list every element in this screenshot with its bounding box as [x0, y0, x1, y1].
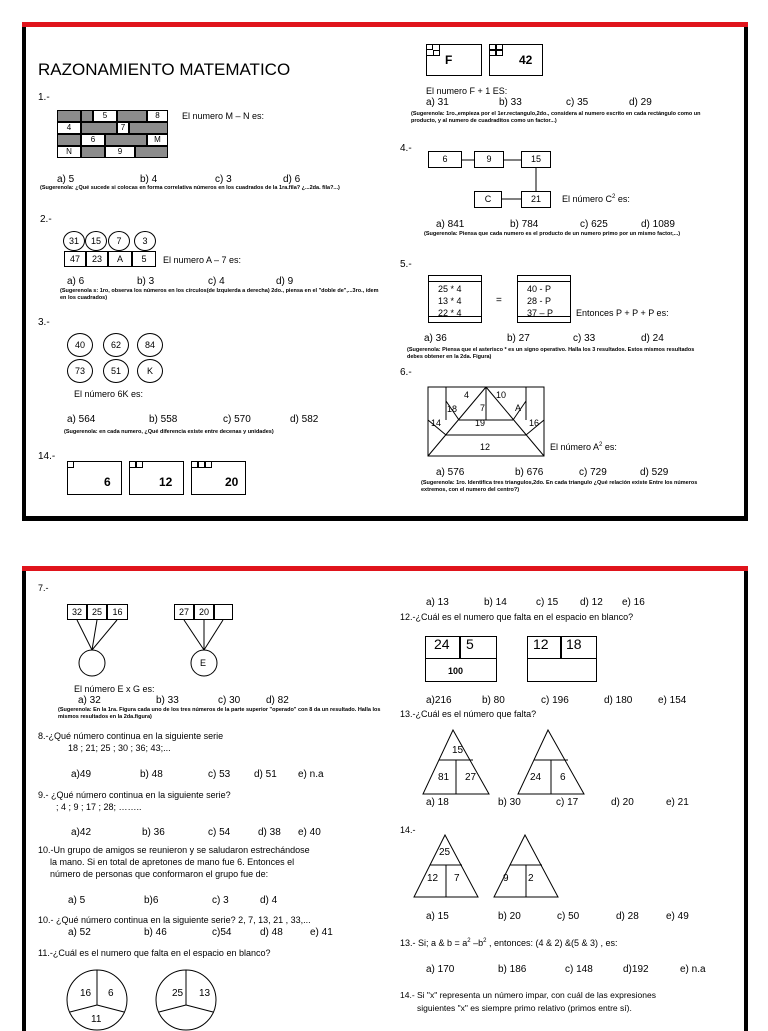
q3-prompt: El número 6K es:	[74, 389, 144, 399]
option[interactable]: d) 180	[604, 695, 633, 706]
option[interactable]: b) 80	[482, 695, 505, 706]
option[interactable]: b) 20	[498, 911, 521, 922]
option[interactable]: a) 841	[436, 219, 465, 230]
option[interactable]: d)192	[623, 964, 649, 975]
option[interactable]: b) 784	[510, 219, 539, 230]
q10b-text: 10.- ¿Qué número continua en la siguiente serie? 2, 7, 13, 21 , 33,...	[38, 915, 311, 925]
option[interactable]: d) 6	[283, 174, 301, 185]
q3-circle: K	[137, 359, 163, 383]
option[interactable]: d) 529	[640, 467, 669, 478]
q3-circle: 84	[137, 333, 163, 357]
option[interactable]: b) 4	[140, 174, 158, 185]
option[interactable]: b) 14	[484, 597, 507, 608]
q1-cell: 8	[147, 110, 168, 122]
q5-right-item: 28 - P	[527, 296, 552, 306]
q14-value: 20	[225, 475, 239, 489]
option[interactable]: a)49	[71, 769, 92, 780]
option[interactable]: a) 32	[78, 695, 101, 706]
q12-text: 12.-¿Cuál es el numero que falta en el espacio en blanco?	[400, 612, 634, 622]
q2-number: 2.-	[40, 214, 52, 225]
q4-box: C	[474, 191, 502, 208]
option[interactable]: a) 15	[426, 911, 449, 922]
option[interactable]: b) 558	[149, 414, 178, 425]
option[interactable]: b) 186	[498, 964, 527, 975]
option[interactable]: a) 6	[67, 276, 85, 287]
option[interactable]: e) 41	[310, 927, 333, 938]
q2-circle: 31	[63, 231, 85, 251]
option[interactable]: d) 82	[266, 695, 289, 706]
q7-left-cell: 16	[107, 604, 128, 620]
q14-number: 14.-	[38, 451, 56, 462]
q9-series: ; 4 ; 9 ; 17 ; 28; ……..	[56, 802, 142, 812]
q4-box: 21	[521, 191, 551, 208]
qf-value-42: 42	[519, 53, 533, 67]
q13-value: 81	[438, 772, 450, 783]
q6-hint: (Sugerenola: 1ro. Identifica tres triangulos,2do. En cada triangulo ¿Qué relación existe Entre los números extremos, con el numero del centro?)	[421, 480, 698, 493]
option[interactable]: a) 564	[67, 414, 96, 425]
option[interactable]: c) 3	[215, 174, 232, 185]
q13-value: 6	[560, 772, 566, 783]
q11-value: 16	[80, 988, 92, 999]
q14-value: 7	[454, 873, 460, 884]
q4-box: 9	[474, 151, 504, 168]
option[interactable]: e) 154	[658, 695, 687, 706]
q2-box: 23	[86, 251, 108, 267]
q5-hint: (Sugerenola: Piensa que el asterisco * es un signo operativo. Halla los 3 resultados. Estos mismos resultados debes obtener en la 2da. Figura)	[407, 347, 695, 360]
option[interactable]: d) 4	[260, 895, 278, 906]
q5-left-item: 22 * 4	[438, 308, 462, 318]
q11-value: 25	[172, 988, 184, 999]
option[interactable]: e) 21	[666, 797, 689, 808]
option[interactable]: c) 570	[223, 414, 251, 425]
option[interactable]: e) 16	[622, 597, 645, 608]
q2-box: 47	[64, 251, 86, 267]
option[interactable]: c) 35	[566, 97, 589, 108]
q2-circle: 15	[85, 231, 107, 251]
q12-value: 24	[434, 636, 450, 652]
qf-value-f: F	[445, 53, 453, 67]
q7-hint: (Sugerenola: En la 1ra. Figura cada uno de los tres números de la parte superior "operado" con 8 da un resultado. Halla los mismos resultados en la 2da.figura)	[58, 707, 381, 720]
q14-value: 6	[104, 475, 111, 489]
q11-text: 11.-¿Cuál es el numero que falta en el espacio en blanco?	[38, 948, 271, 958]
option[interactable]: a) 31	[426, 97, 449, 108]
q14-value: 2	[528, 873, 534, 884]
option[interactable]: d) 48	[260, 927, 283, 938]
q8-text: 8.-¿Qué número continua en la siguiente serie	[38, 731, 224, 741]
q6-prompt: El número $A^2$ es:	[550, 442, 617, 452]
option[interactable]: d) 28	[616, 911, 639, 922]
option[interactable]: c) 729	[579, 467, 607, 478]
q5-equals: =	[496, 295, 502, 306]
option[interactable]: a) 36	[424, 333, 447, 344]
option[interactable]: b) 30	[498, 797, 521, 808]
q8-series: 18 ; 21; 25 ; 30 ; 36; 43;...	[68, 743, 171, 753]
q2-hint: (Sugerenola s: 1ro, observa los números en los círculos(de Izquierda a derecha) 2do., piensa en el "doble de",...3ro., ídem en los cuadrados)	[60, 288, 379, 301]
option[interactable]: c) 54	[208, 827, 231, 838]
q1-cell: 7	[117, 122, 129, 134]
q4-box: 15	[521, 151, 551, 168]
q7-number: 7.-	[38, 583, 49, 593]
q3-circle: 73	[67, 359, 93, 383]
option[interactable]: c) 33	[573, 333, 596, 344]
option[interactable]: c) 17	[556, 797, 579, 808]
q14-value: 9	[503, 873, 509, 884]
q6-label: 19	[475, 418, 486, 428]
q3-hint: (Sugerenola: en cada numero, ¿Qué diferencia existe entre decenas y unidades)	[64, 429, 274, 435]
q12-value: 100	[448, 666, 464, 676]
option[interactable]: d) 51	[254, 769, 277, 780]
q6-label: A	[515, 403, 522, 413]
q11-value: 6	[108, 988, 114, 999]
option[interactable]: d) 20	[611, 797, 634, 808]
q4-hint: (Sugerenola: Piensa que cada numero es el producto de un numero primo por un mismo factor,...)	[424, 231, 681, 237]
option[interactable]: c) 625	[580, 219, 608, 230]
q14b-line: siguientes "x" es siempre primo relativo (primos entre sí).	[417, 1003, 632, 1013]
q1-cell: 6	[81, 134, 105, 146]
q13b-text: 13.- Si; a & $b = a^2$ $-b^2$ , entonces: (4 & 2) &(5 & 3) , es:	[400, 938, 618, 948]
option[interactable]: e) 40	[298, 827, 321, 838]
q12-value: 5	[466, 636, 474, 652]
q6-label: 4	[464, 390, 470, 400]
q9-text: 9.- ¿Qué número continua en la siguiente serie?	[38, 790, 231, 800]
option[interactable]: c) 4	[208, 276, 225, 287]
option[interactable]: b) 676	[515, 467, 544, 478]
q6-label: 14	[431, 418, 442, 428]
q5-left-item: 13 * 4	[438, 296, 462, 306]
q12-value: 12	[533, 636, 549, 652]
q2-circle: 7	[108, 231, 130, 251]
q2-box: 5	[132, 251, 156, 267]
q6-label: 12	[480, 442, 491, 452]
q14-value: 25	[439, 847, 451, 858]
q5-prompt: Entonces P + P + P es:	[576, 308, 669, 318]
q10-line: número de personas que conformaron el grupo fue de:	[50, 869, 269, 879]
q1-cell: M	[147, 134, 168, 146]
option[interactable]: b)6	[144, 895, 159, 906]
q5-right-item: 40 - P	[527, 284, 552, 294]
q14-value: 12	[159, 475, 173, 489]
option[interactable]: a) 18	[426, 797, 449, 808]
q7-left-cell: 25	[87, 604, 107, 620]
q10-line: la mano. Si en total de apretones de mano fue 6. Entonces el	[50, 857, 295, 867]
q4-number: 4.-	[400, 143, 412, 154]
option[interactable]: c) 30	[218, 695, 241, 706]
option[interactable]: b) 3	[137, 276, 155, 287]
q3-circle: 51	[103, 359, 129, 383]
option[interactable]: c) 53	[208, 769, 231, 780]
q11-value: 13	[199, 988, 211, 999]
q3-circle: 40	[67, 333, 93, 357]
option[interactable]: d) 1089	[641, 219, 675, 230]
q1-cell: 4	[57, 122, 81, 134]
page-title: RAZONAMIENTO MATEMATICO	[38, 60, 291, 79]
option[interactable]: b) 36	[142, 827, 165, 838]
option[interactable]: b) 27	[507, 333, 530, 344]
q1-prompt: El numero M – N es:	[182, 111, 265, 121]
option[interactable]: b) 46	[144, 927, 167, 938]
option[interactable]: c) 196	[541, 695, 569, 706]
q3-circle: 62	[103, 333, 129, 357]
qf-hint: (Sugerenola: 1ro.,empieza por el 1er.rectangulo,2do., considera al numero escrito en cada rectángulo como un producto, y al numero de cuadraditos como un factor...)	[411, 111, 701, 124]
option[interactable]: b) 33	[499, 97, 522, 108]
option[interactable]: e) n.a	[298, 769, 324, 780]
q5-right-item: 37 – P	[527, 308, 554, 318]
option[interactable]: c) 148	[565, 964, 593, 975]
option[interactable]: a) 170	[426, 964, 455, 975]
q14-value: 12	[427, 873, 439, 884]
q7-prompt: El número E x G es:	[74, 684, 155, 694]
q7-left-cell: 32	[67, 604, 87, 620]
option[interactable]: d) 29	[629, 97, 652, 108]
option[interactable]: a) 576	[436, 467, 465, 478]
q6-number: 6.-	[400, 367, 412, 378]
q1-cell: 5	[93, 110, 117, 122]
option[interactable]: c) 50	[557, 911, 580, 922]
q3-number: 3.-	[38, 317, 50, 328]
option[interactable]: d) 582	[290, 414, 319, 425]
q1-cell: N	[57, 146, 81, 158]
q11-value: 11	[91, 1014, 102, 1025]
option[interactable]: d) 9	[276, 276, 294, 287]
q2-circle: 3	[134, 231, 156, 251]
q2-prompt: El numero A – 7 es:	[163, 255, 242, 265]
option[interactable]: b) 48	[140, 769, 163, 780]
q14b-line: 14.- Si "x" representa un número impar, con cuál de las expresiones	[400, 990, 656, 1000]
option[interactable]: a)42	[71, 827, 92, 838]
q13-value: 15	[452, 745, 464, 756]
q7-circle-label: E	[200, 658, 207, 668]
q4-box: 6	[428, 151, 462, 168]
option[interactable]: a)216	[426, 695, 452, 706]
option[interactable]: c) 15	[536, 597, 559, 608]
option[interactable]: a) 52	[68, 927, 91, 938]
q2-box: A	[108, 251, 132, 267]
q13-text: 13.-¿Cuál es el número que falta?	[400, 709, 537, 719]
q4-prompt: El número $C^2$ es:	[562, 194, 630, 204]
q14b-number: 14.-	[400, 825, 416, 835]
qf-prompt: El numero F + 1 ES:	[426, 86, 508, 96]
q13-value: 24	[530, 772, 542, 783]
q6-label: 16	[529, 418, 540, 428]
option[interactable]: b) 33	[156, 695, 179, 706]
q13-value: 27	[465, 772, 477, 783]
option[interactable]: d) 38	[258, 827, 281, 838]
option[interactable]: c) 3	[212, 895, 229, 906]
option[interactable]: a) 5	[57, 174, 75, 185]
q1-number: 1.-	[38, 92, 50, 103]
q6-label: 18	[447, 404, 458, 414]
option[interactable]: a) 5	[68, 895, 86, 906]
q7-right-cell: 27	[174, 604, 194, 620]
q6-label: 7	[480, 403, 486, 413]
option[interactable]: e) n.a	[680, 964, 706, 975]
option[interactable]: c)54	[212, 927, 232, 938]
option[interactable]: d) 12	[580, 597, 603, 608]
option[interactable]: d) 24	[641, 333, 664, 344]
q10-line: 10.-Un grupo de amigos se reunieron y se saludaron estrechándose	[38, 845, 310, 855]
q1-cell: 9	[105, 146, 135, 158]
q5-number: 5.-	[400, 259, 412, 270]
q12-value: 18	[566, 636, 582, 652]
q5-left-item: 25 * 4	[438, 284, 462, 294]
option[interactable]: a) 13	[426, 597, 449, 608]
q7-right-cell: 20	[194, 604, 214, 620]
q1-hint: (Sugerenola: ¿Qué sucede si colocas en forma correlativa números en los cuadrados de la 1ra.fila? ¿...2da. fila?...)	[40, 185, 340, 191]
option[interactable]: e) 49	[666, 911, 689, 922]
q6-label: 10	[496, 390, 507, 400]
